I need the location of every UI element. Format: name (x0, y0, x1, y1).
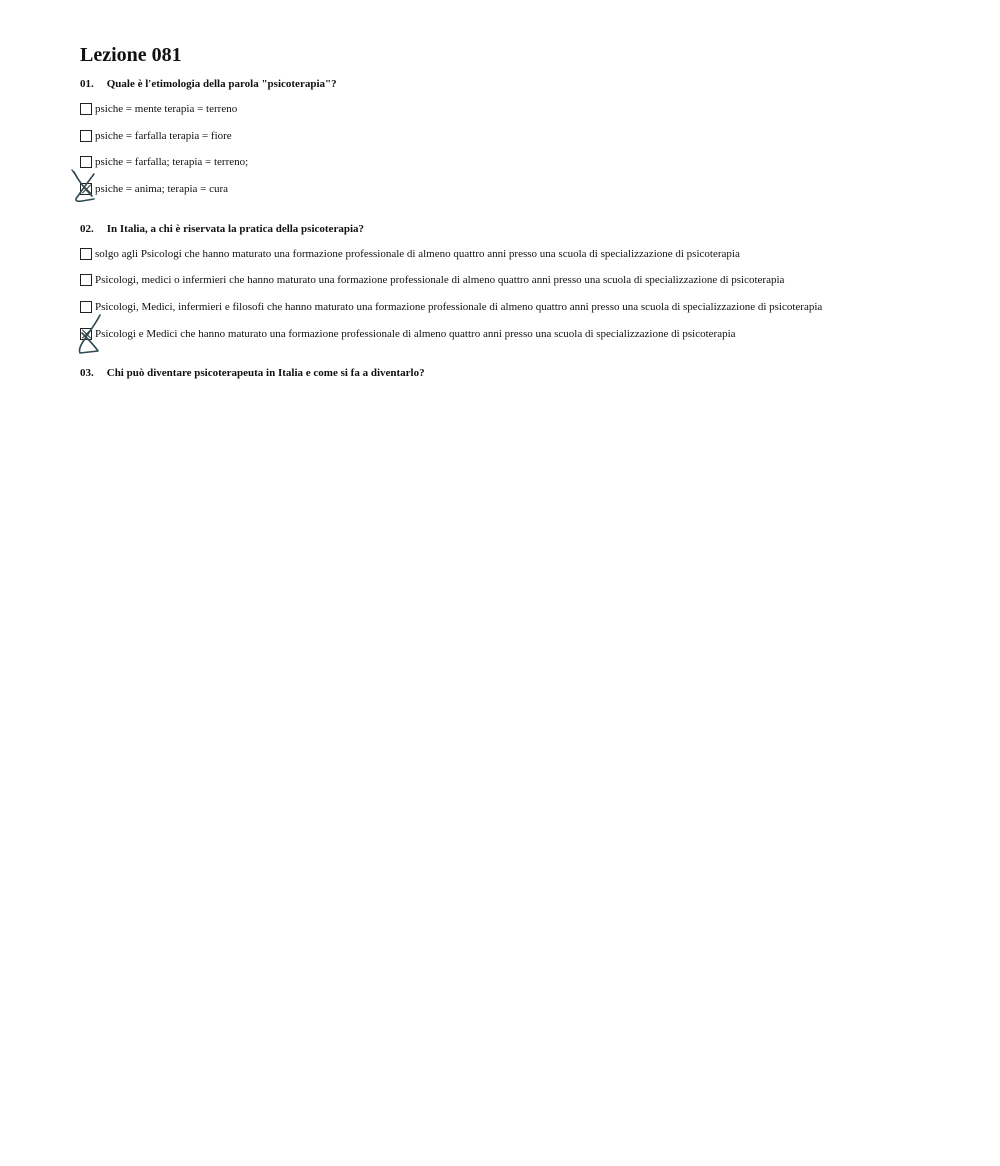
option-label: psiche = anima; terapia = cura (95, 183, 229, 195)
question-number: 03. (80, 367, 94, 379)
q2-option-2[interactable] (80, 272, 784, 288)
q2-option-1[interactable] (80, 246, 740, 262)
question-01 (80, 77, 337, 91)
question-number: 01. (80, 78, 94, 90)
q1-option-4[interactable] (80, 181, 228, 197)
question-text: Chi può diventare psicoterapeuta in Italia e come si fa a diventarlo? (106, 367, 425, 379)
checkbox[interactable] (80, 156, 92, 168)
q2-option-3[interactable] (80, 299, 822, 315)
option-label: Psicologi, Medici, infermieri e filosofi che hanno maturato una formazione professionale di almeno quattro anni presso una scuola di specializzazione di psicoterapia (95, 301, 823, 313)
q2-option-4[interactable] (80, 326, 736, 342)
q1-option-2[interactable] (80, 128, 232, 144)
checkbox[interactable] (80, 130, 92, 142)
question-text: Quale è l'etimologia della parola "psicoterapia"? (106, 78, 337, 90)
option-label: psiche = farfalla; terapia = terreno; (95, 156, 249, 168)
option-label: psiche = mente terapia = terreno (95, 103, 238, 115)
checkbox-checked[interactable] (80, 328, 92, 340)
question-03 (80, 366, 425, 380)
checkbox[interactable] (80, 248, 92, 260)
option-label: Psicologi, medici o infermieri che hanno maturato una formazione professionale di almeno quattro anni presso una scuola di specializzazione di psicoterapia (95, 274, 785, 286)
page-title: Lezione 081 (80, 44, 182, 66)
checkbox[interactable] (80, 274, 92, 286)
option-label: psiche = farfalla terapia = fiore (95, 130, 232, 142)
checkbox-checked[interactable] (80, 183, 92, 195)
question-number: 02. (80, 223, 94, 235)
checkbox[interactable] (80, 103, 92, 115)
question-text: In Italia, a chi è riservata la pratica della psicoterapia? (106, 223, 364, 235)
option-label: Psicologi e Medici che hanno maturato una formazione professionale di almeno quattro anni presso una scuola di specializzazione di psicoterapia (95, 328, 736, 340)
option-label: solgo agli Psicologi che hanno maturato una formazione professionale di almeno quattro anni presso una scuola di specializzazione di psicoterapia (95, 248, 740, 260)
q1-option-1[interactable] (80, 101, 237, 117)
checkbox[interactable] (80, 301, 92, 313)
question-02 (80, 222, 364, 236)
q1-option-3[interactable] (80, 154, 248, 170)
